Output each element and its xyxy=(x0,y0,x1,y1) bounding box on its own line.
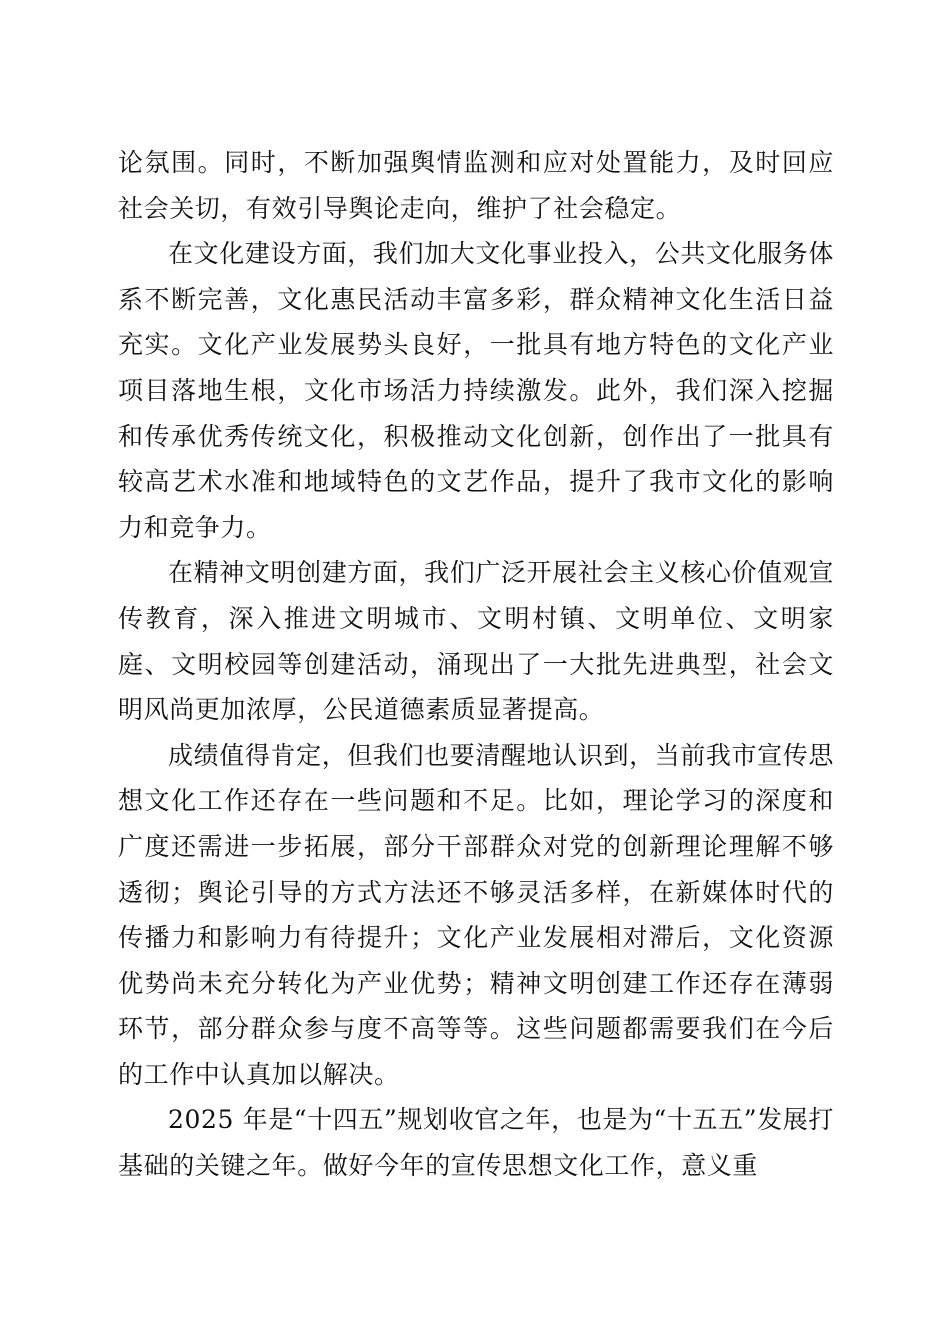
body-text xyxy=(118,140,834,1189)
paragraph-culture-construction: 在文化建设方面，我们加大文化事业投入，公共文化服务体系不断完善，文化惠民活动丰富多彩，群众精神文化生活日益充实。文化产业发展势头良好，一批具有地方特色的文化产业项目落地生根，文化市场活力持续激发。此外，我们深入挖掘和传承优秀传统文化，积极推动文化创新，创作出了一批具有较高艺术水准和地域特色的文艺作品，提升了我市文化的影响力和竞争力。 xyxy=(118,239,834,542)
paragraph-2025: 2025 年是“十四五”规划收官之年，也是为“十五五”发展打基础的关键之年。做好今年的宣传思想文化工作，意义重 xyxy=(118,1105,834,1181)
paragraph-problems: 成绩值得肯定，但我们也要清醒地认识到，当前我市宣传思想文化工作还存在一些问题和不足。比如，理论学习的深度和广度还需进一步拓展，部分干部群众对党的创新理论理解不够透彻；舆论引导的方式方法还不够灵活多样，在新媒体时代的传播力和影响力有待提升；文化产业发展相对滞后，文化资源优势尚未充分转化为产业优势；精神文明创建工作还存在薄弱环节，部分群众参与度不高等等。这些问题都需要我们在今后的工作中认真加以解决。 xyxy=(118,740,834,1089)
paragraph-spiritual-civilization: 在精神文明创建方面，我们广泛开展社会主义核心价值观宣传教育，深入推进文明城市、文明村镇、文明单位、文明家庭、文明校园等创建活动，涌现出了一大批先进典型，社会文明风尚更加浓厚，公民道德素质显著提高。 xyxy=(118,558,834,725)
paragraph-continued: 论氛围。同时，不断加强舆情监测和应对处置能力，及时回应社会关切，有效引导舆论走向，维护了社会稳定。 xyxy=(118,148,834,223)
